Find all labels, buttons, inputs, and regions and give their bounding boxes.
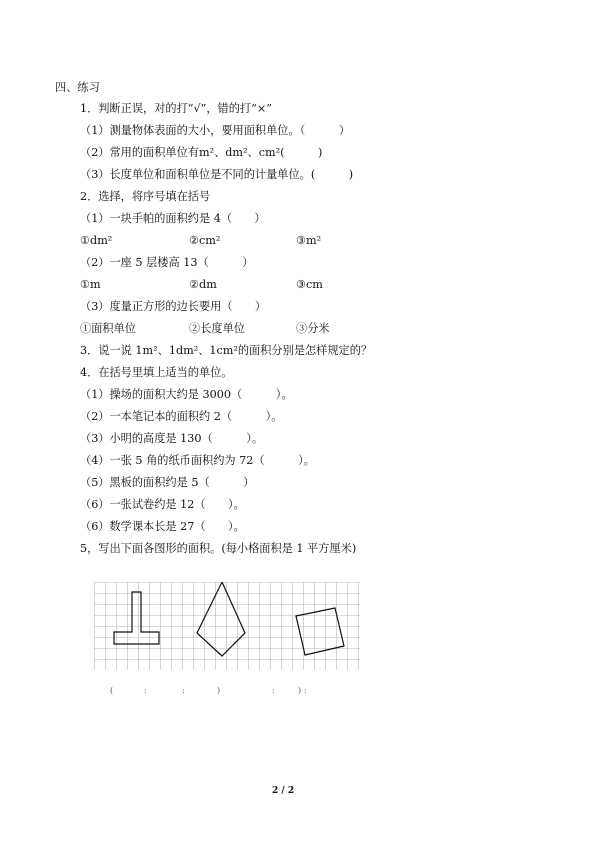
answer-blank-5: : [272,686,275,695]
q4-item-3: （3）小明的高度是 130（ ）。 [80,432,264,445]
grid-lines [94,582,360,670]
q1-item-3: （3）长度单位和面积单位是不同的计量单位。( ) [80,168,354,181]
q3-title: 3．说一说 1m²、1dm²、1cm²的面积分别是怎样规定的？ [80,344,373,357]
q2-sub3-opt-a: ①面积单位 [80,322,136,335]
q2-sub2-opt-b: ②dm [189,278,217,291]
area-grid-figure [94,582,360,670]
q2-sub3-opt-b: ②长度单位 [189,322,245,335]
q2-sub1-opt-a: ①dm² [80,234,113,247]
q2-sub1-opt-c: ③m² [296,234,322,247]
section-title: 四、练习 [55,81,100,94]
answer-blank-3: : [182,686,185,695]
answer-blank-4: ) [217,686,221,695]
q4-item-6: （6）一张试卷约是 12（ ）。 [80,498,245,511]
q1-item-2: （2）常用的面积单位有m²、dm²、cm²( ) [80,146,323,159]
q4-item-7: （6）数学课本长是 27（ ）。 [80,520,245,533]
q2-sub2-opt-a: ①m [80,278,101,291]
q2-sub2: （2）一座 5 层楼高 13（ ） [80,256,254,269]
q2-sub3: （3）度量正方形的边长要用（ ） [80,300,267,313]
q2-sub2-opt-c: ③cm [296,278,323,291]
q4-item-5: （5）黑板的面积约是 5（ ） [80,476,255,489]
answer-blank-1: ( [110,686,114,695]
q2-title: 2．选择，将序号填在括号 [80,190,211,203]
q1-title: 1．判断正误，对的打“√”，错的打“×” [80,102,272,115]
q2-sub3-opt-c: ③分米 [296,322,330,335]
q5-title: 5，写出下面各图形的面积。(每小格面积是 1 平方厘米) [80,542,357,555]
answer-blank-6: ) [298,686,302,695]
q2-sub1-opt-b: ②cm² [189,234,221,247]
q4-item-2: （2）一本笔记本的面积约 2（ ）。 [80,410,283,423]
q4-title: 4．在括号里填上适当的单位。 [80,366,233,379]
answer-blank-7: : [304,686,307,695]
answer-blank-2: : [144,686,147,695]
q2-sub1: （1）一块手帕的面积约是 4（ ） [80,212,266,225]
q4-item-1: （1）操场的面积大约是 3000（ ）。 [80,388,293,401]
q4-item-4: （4）一张 5 角的纸币面积约为 72（ ）。 [80,454,315,467]
t-shape-figure [114,592,159,644]
q1-item-1: （1）测量物体表面的大小，要用面积单位。（ ） [80,124,351,137]
page-number: 2 / 2 [272,786,295,796]
